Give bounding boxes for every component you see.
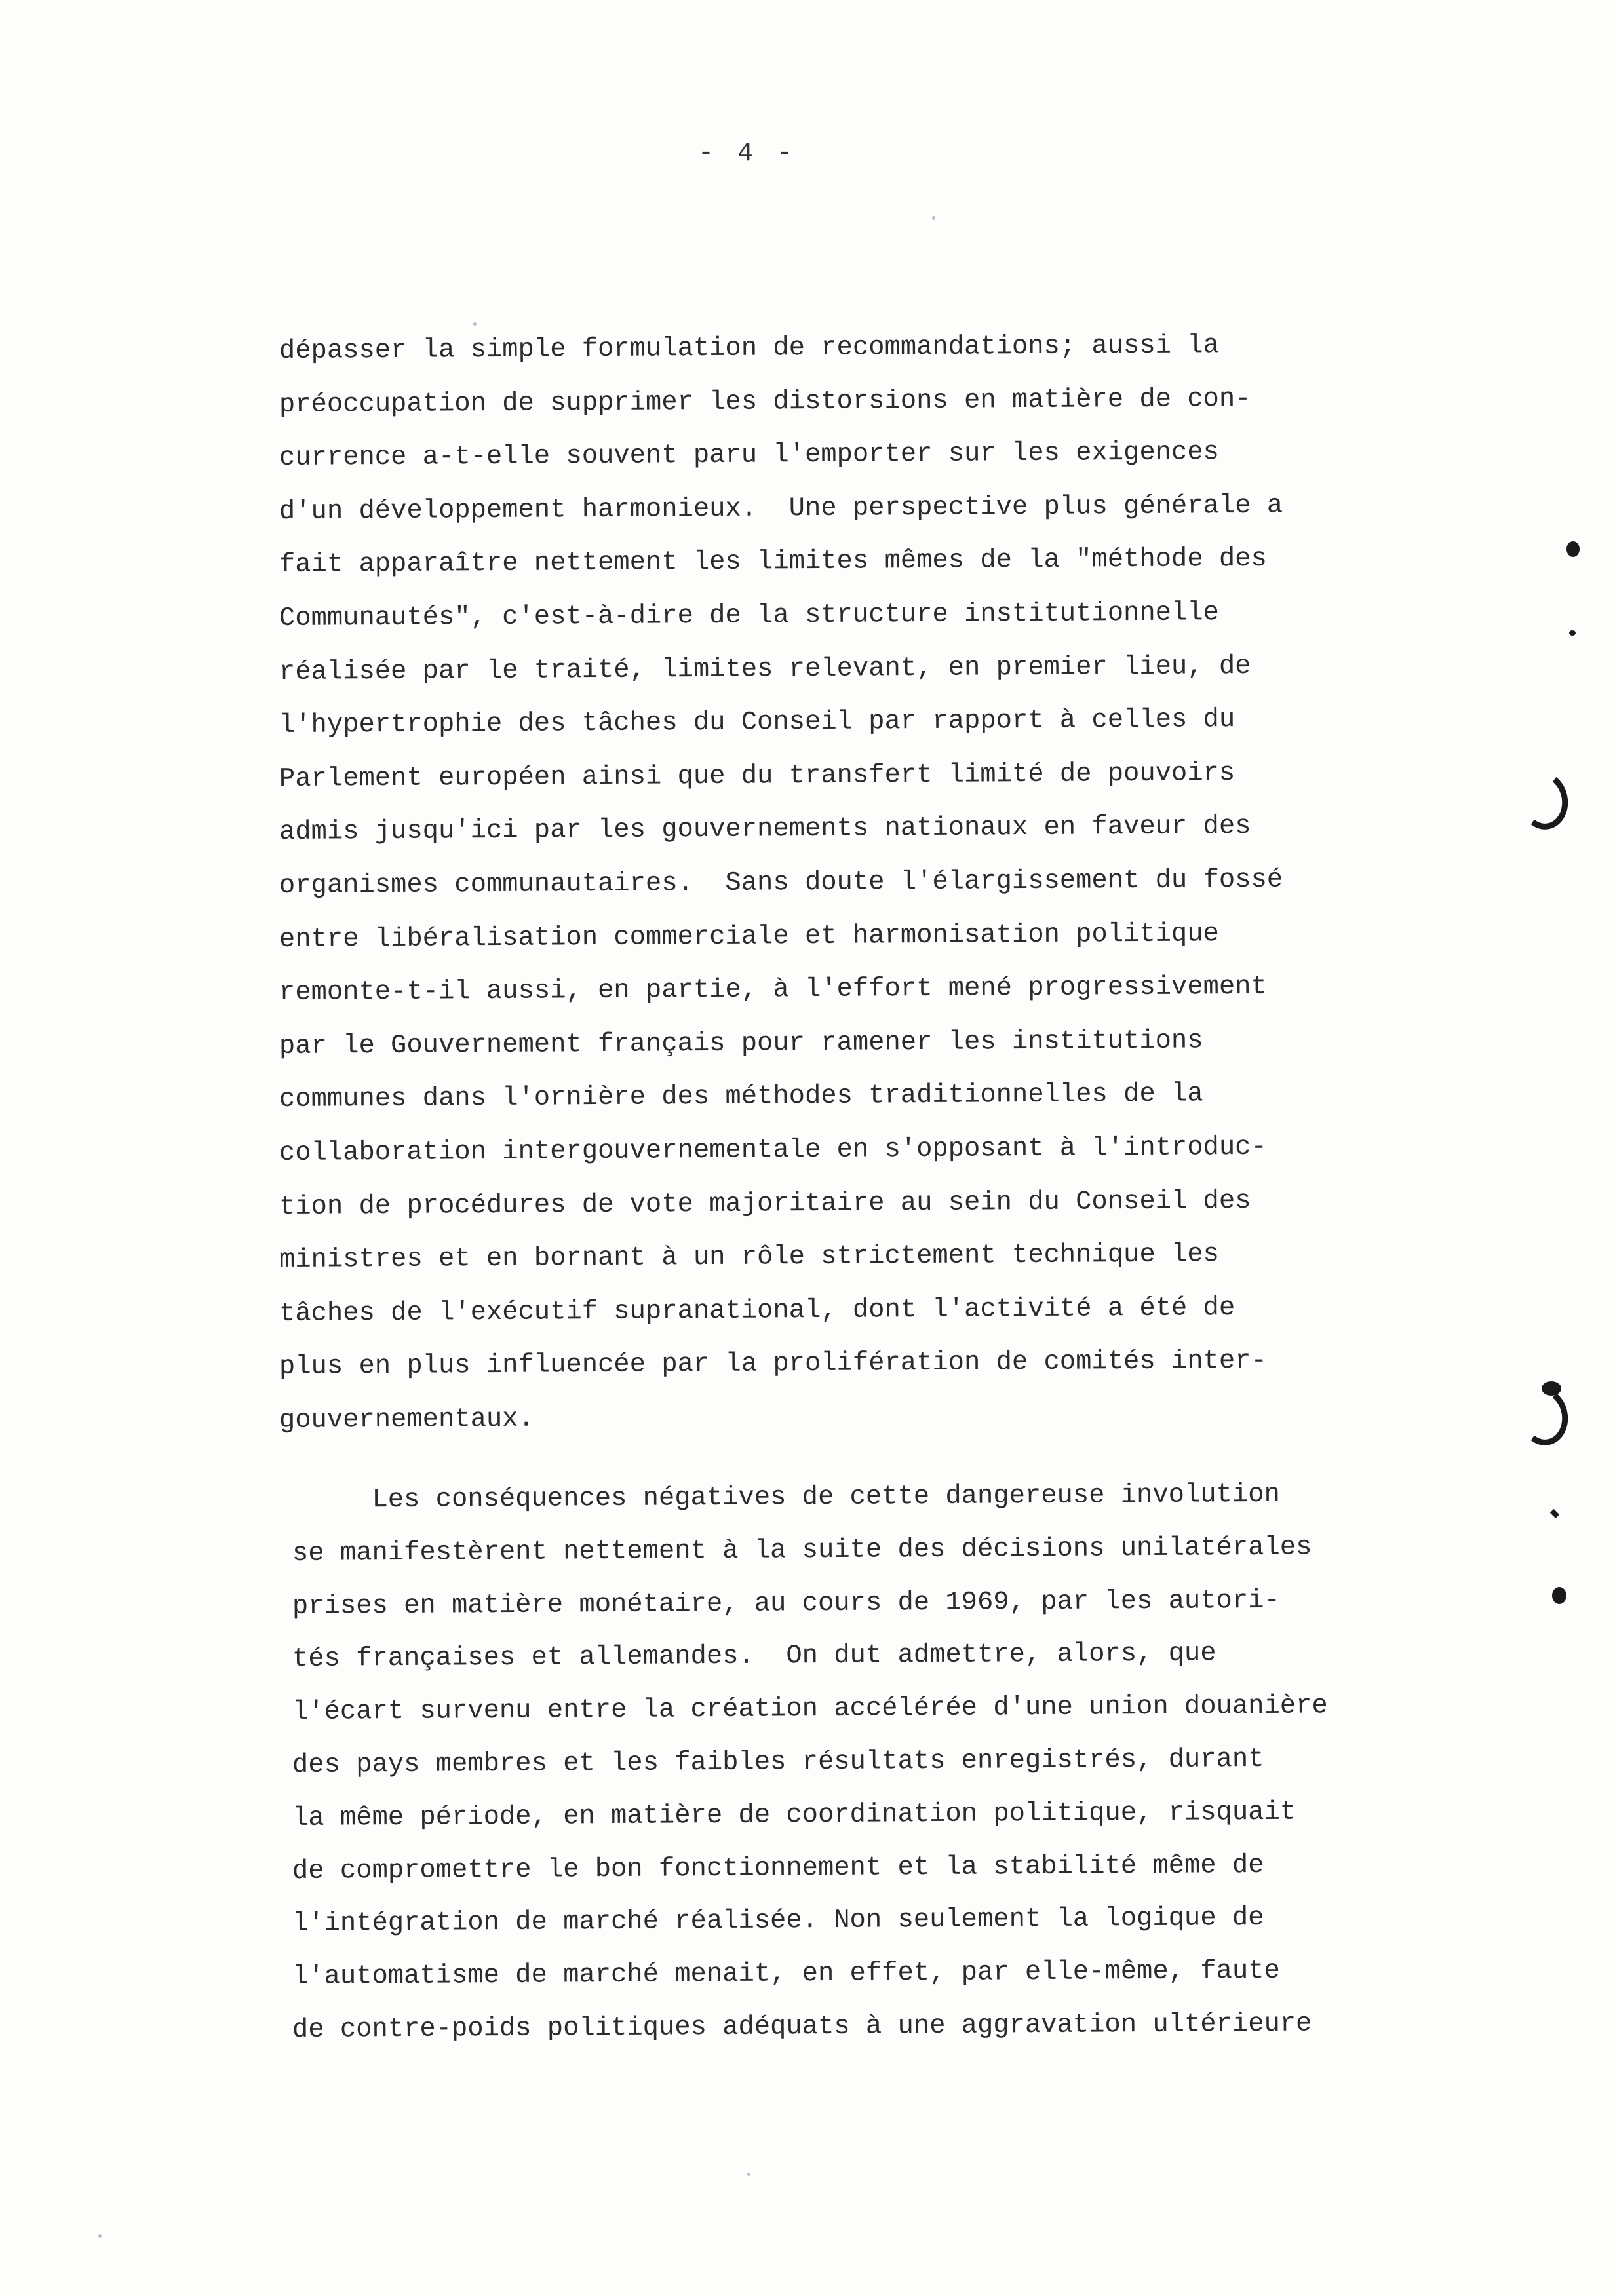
text-line: de compromettre le bon fonctionnement et la stabilité même de (292, 1850, 1264, 1886)
text-line: des pays membres et les faibles résultats enregistrés, durant (292, 1744, 1264, 1780)
text-line: tés françaises et allemandes. On dut admettre, alors, que (292, 1638, 1216, 1675)
paper-speck (98, 2234, 102, 2238)
text-line: Communautés", c'est-à-dire de la structure institutionnelle (279, 598, 1220, 634)
binding-dot (1569, 630, 1576, 636)
binding-dot (1550, 1509, 1559, 1518)
text-line: entre libéralisation commerciale et harmonisation politique (279, 918, 1220, 955)
binding-dot (1552, 1587, 1566, 1604)
text-line: dépasser la simple formulation de recommandations; aussi la (279, 330, 1220, 366)
text-line: la même période, en matière de coordination politique, risquait (292, 1797, 1296, 1833)
binding-dot (1542, 1381, 1561, 1396)
binding-hole-mark (1515, 1384, 1572, 1449)
text-line: communes dans l'ornière des méthodes traditionnelles de la (279, 1079, 1203, 1115)
text-line: l'automatisme de marché menait, en effet, par elle-même, faute (292, 1955, 1280, 1993)
paper-speck (747, 2173, 750, 2176)
paper-speck (932, 216, 935, 220)
text-line: ministres et en bornant à un rôle strictement technique les (279, 1239, 1220, 1276)
text-line: d'un développement harmonieux. Une perspective plus générale a (279, 490, 1283, 527)
binding-dot (1566, 541, 1580, 557)
text-line: Parlement européen ainsi que du transfert limité de pouvoirs (279, 757, 1236, 794)
text-line: gouvernementaux. (279, 1404, 535, 1436)
text-line: currence a-t-elle souvent paru l'emporter sur les exigences (279, 437, 1220, 474)
text-line: admis jusqu'ici par les gouvernements nationaux en faveur des (279, 811, 1251, 848)
text-line: l'écart survenu entre la création accélérée d'une union douanière (292, 1691, 1328, 1728)
text-line: l'intégration de marché réalisée. Non seulement la logique de (292, 1903, 1264, 1940)
text-line: prises en matière monétaire, au cours de 1969, par les autori- (292, 1585, 1280, 1622)
text-line: se manifestèrent nettement à la suite des décisions unilatérales (292, 1532, 1312, 1569)
text-line: remonte-t-il aussi, en partie, à l'effort mené progressivement (279, 971, 1267, 1008)
text-line: réalisée par le traité, limites relevant, en premier lieu, de (279, 651, 1251, 687)
binding-hole-mark (1515, 768, 1572, 833)
text-line: l'hypertrophie des tâches du Conseil par rapport à celles du (279, 704, 1236, 741)
page-number: - 4 - (697, 139, 797, 168)
text-line: Les conséquences négatives de cette dangereuse involution (292, 1479, 1280, 1516)
text-line: organismes communautaires. Sans doute l'élargissement du fossé (279, 864, 1283, 901)
text-line: tion de procédures de vote majoritaire au sein du Conseil des (279, 1185, 1251, 1222)
text-line: préoccupation de supprimer les distorsions en matière de con- (279, 383, 1251, 420)
text-line: plus en plus influencée par la prolifération de comités inter- (279, 1346, 1267, 1383)
text-line: collaboration intergouvernementale en s'opposant à l'introduc- (279, 1132, 1267, 1168)
paper-speck (473, 322, 477, 326)
text-line: de contre-poids politiques adéquats à une aggravation ultérieure (292, 2008, 1312, 2045)
text-line: fait apparaître nettement les limites mêmes de la "méthode des (279, 544, 1267, 581)
text-line: tâches de l'exécutif supranational, dont l'activité a été de (279, 1292, 1236, 1329)
text-line: par le Gouvernement français pour ramener les institutions (279, 1025, 1203, 1062)
